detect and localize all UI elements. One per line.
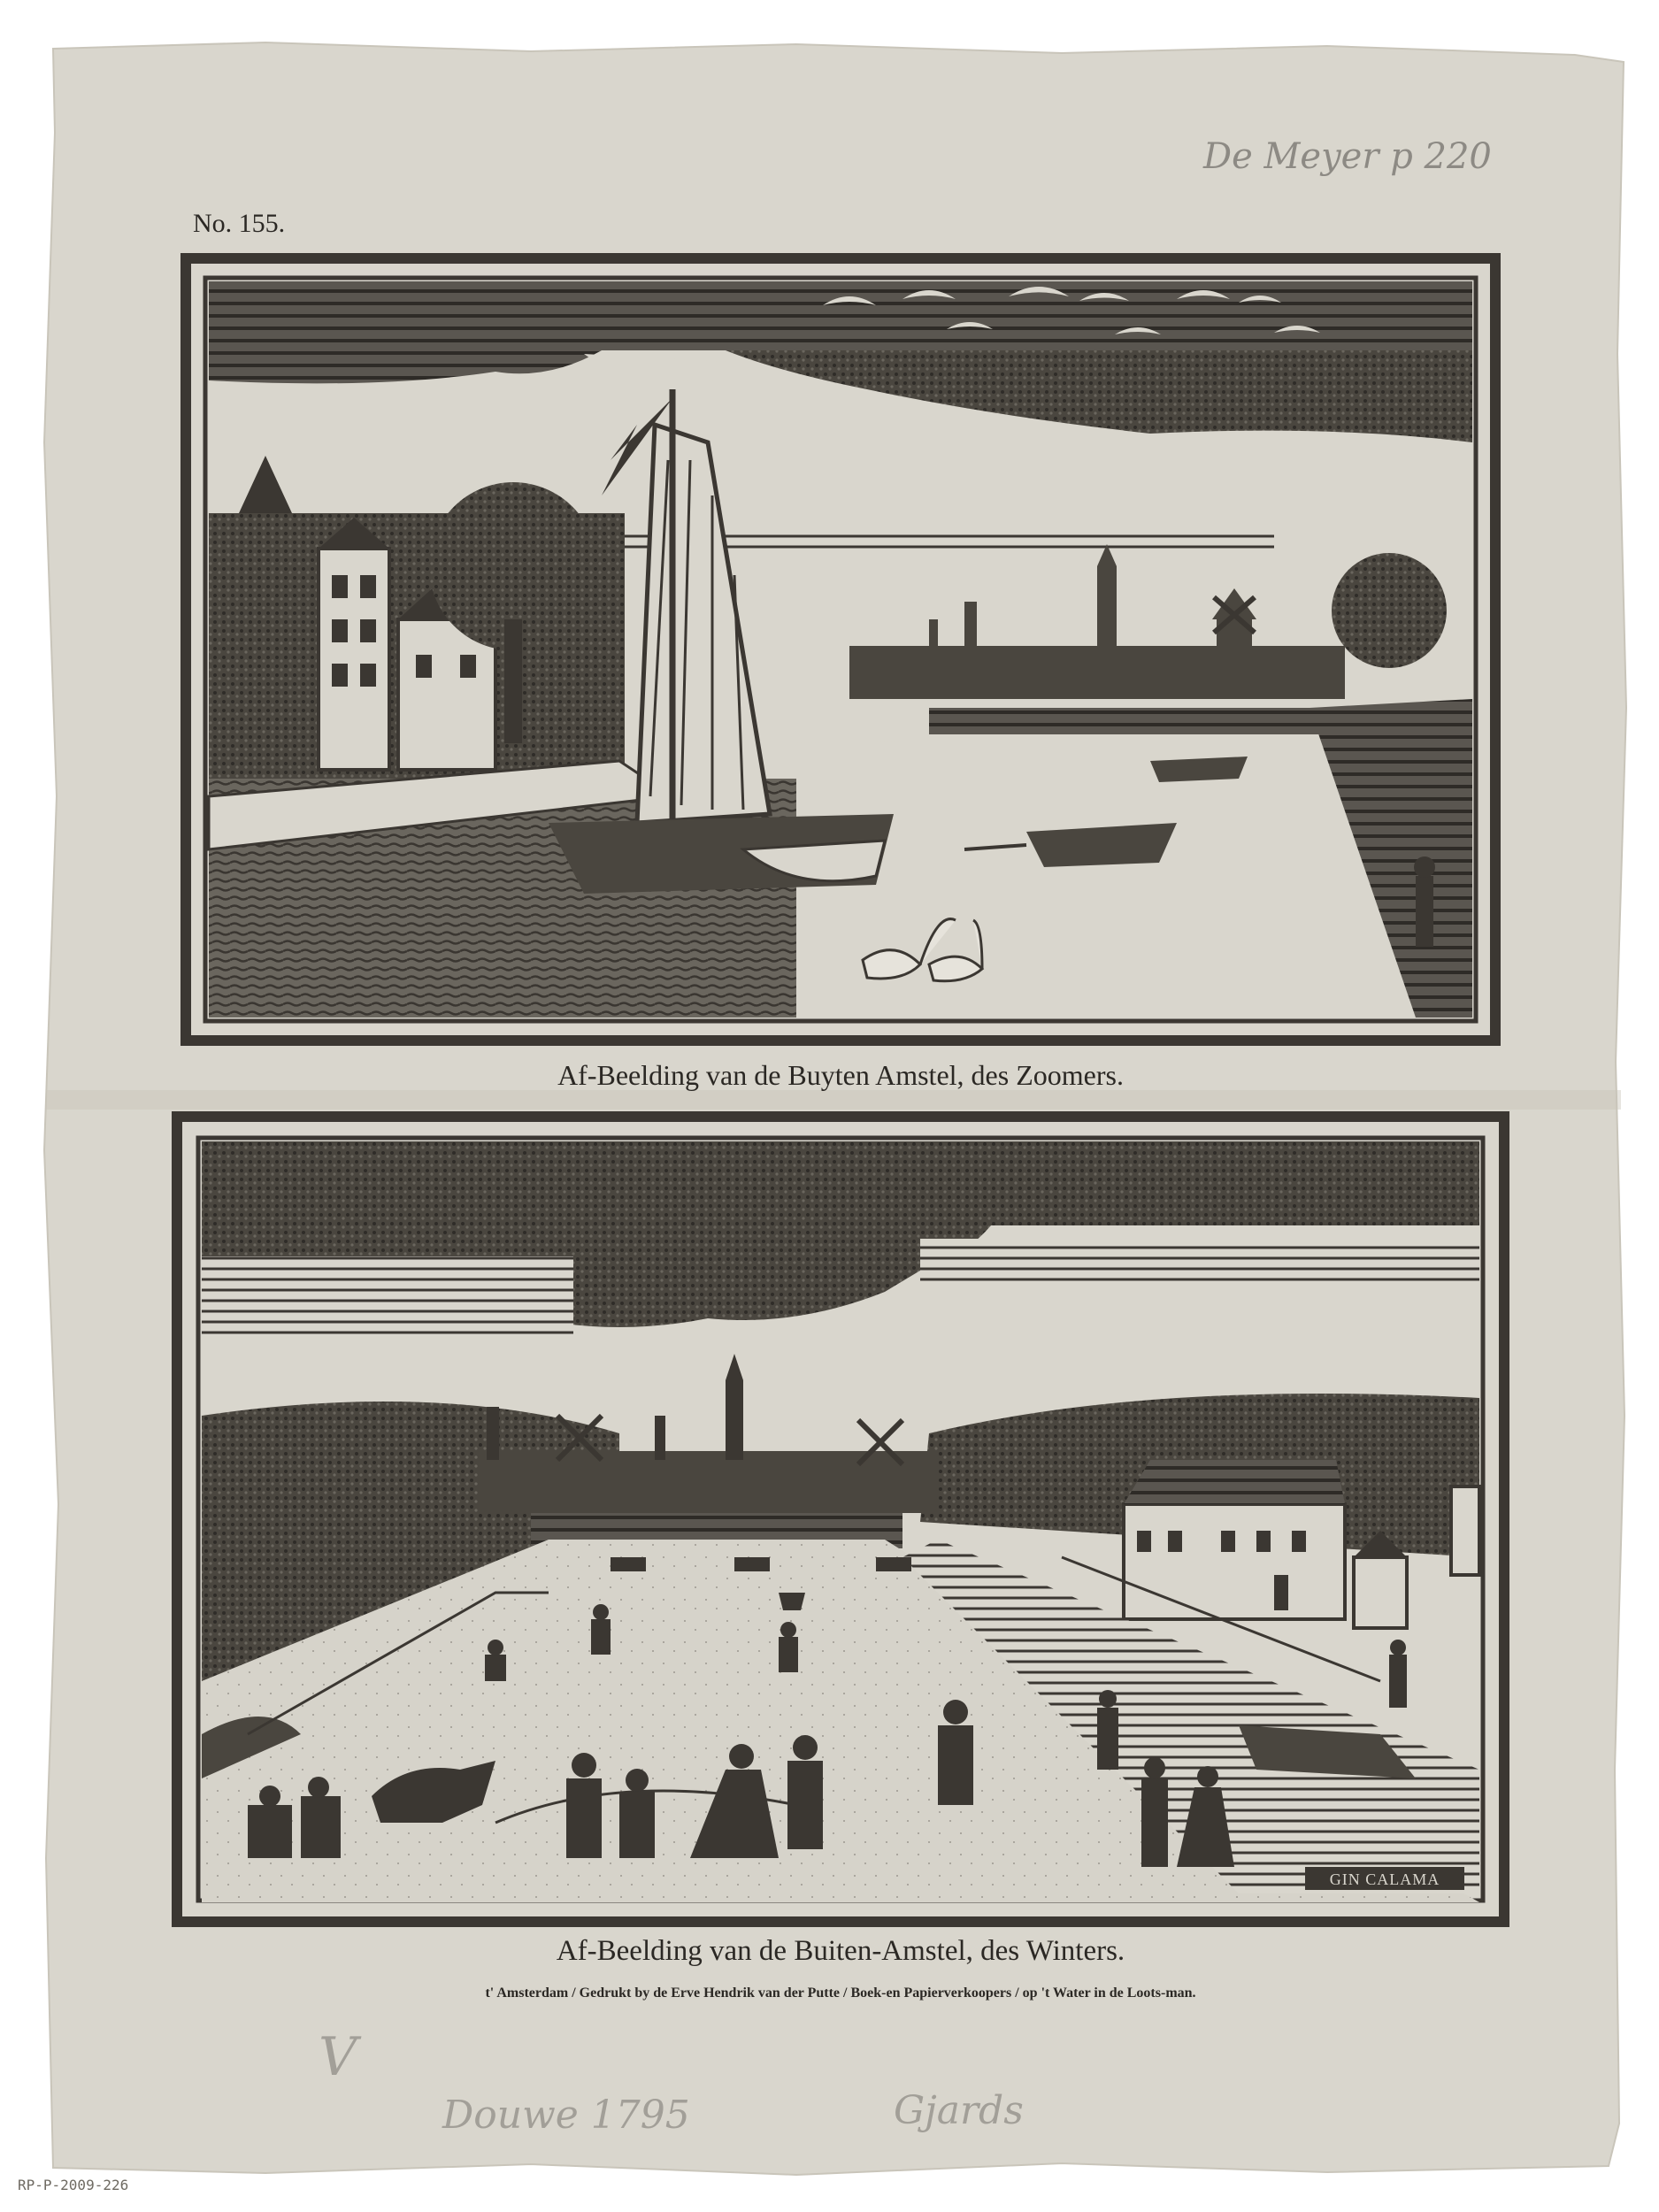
pencil-note-top: De Meyer p 220 <box>1203 136 1492 177</box>
imprint-line: t' Amsterdam / Gedrukt by de Erve Hendrik van der Putte / Boek-en Papierverkoopers / op 't Water in de Loots-man. <box>485 1985 1196 2001</box>
pencil-note-bottom-1: V <box>319 2026 357 2088</box>
lower-caption: Af-Beelding van de Buiten-Amstel, des Winters. <box>556 1935 1125 1967</box>
block-signature: GIN CALAMA <box>1329 1870 1440 1888</box>
upper-bank-figure <box>1414 856 1435 947</box>
upper-print <box>186 258 1495 1091</box>
upper-caption: Af-Beelding van de Buyten Amstel, des Zoomers. <box>557 1059 1124 1091</box>
sheet-number: No. 155. <box>193 209 286 238</box>
pencil-note-bottom-3: Gjards <box>894 2088 1024 2133</box>
lower-print <box>177 1117 1504 1967</box>
pencil-note-bottom-2: Douwe 1795 <box>442 2093 690 2138</box>
inventory-number: RP-P-2009-226 <box>18 2177 129 2193</box>
center-fold <box>46 1090 1621 1110</box>
